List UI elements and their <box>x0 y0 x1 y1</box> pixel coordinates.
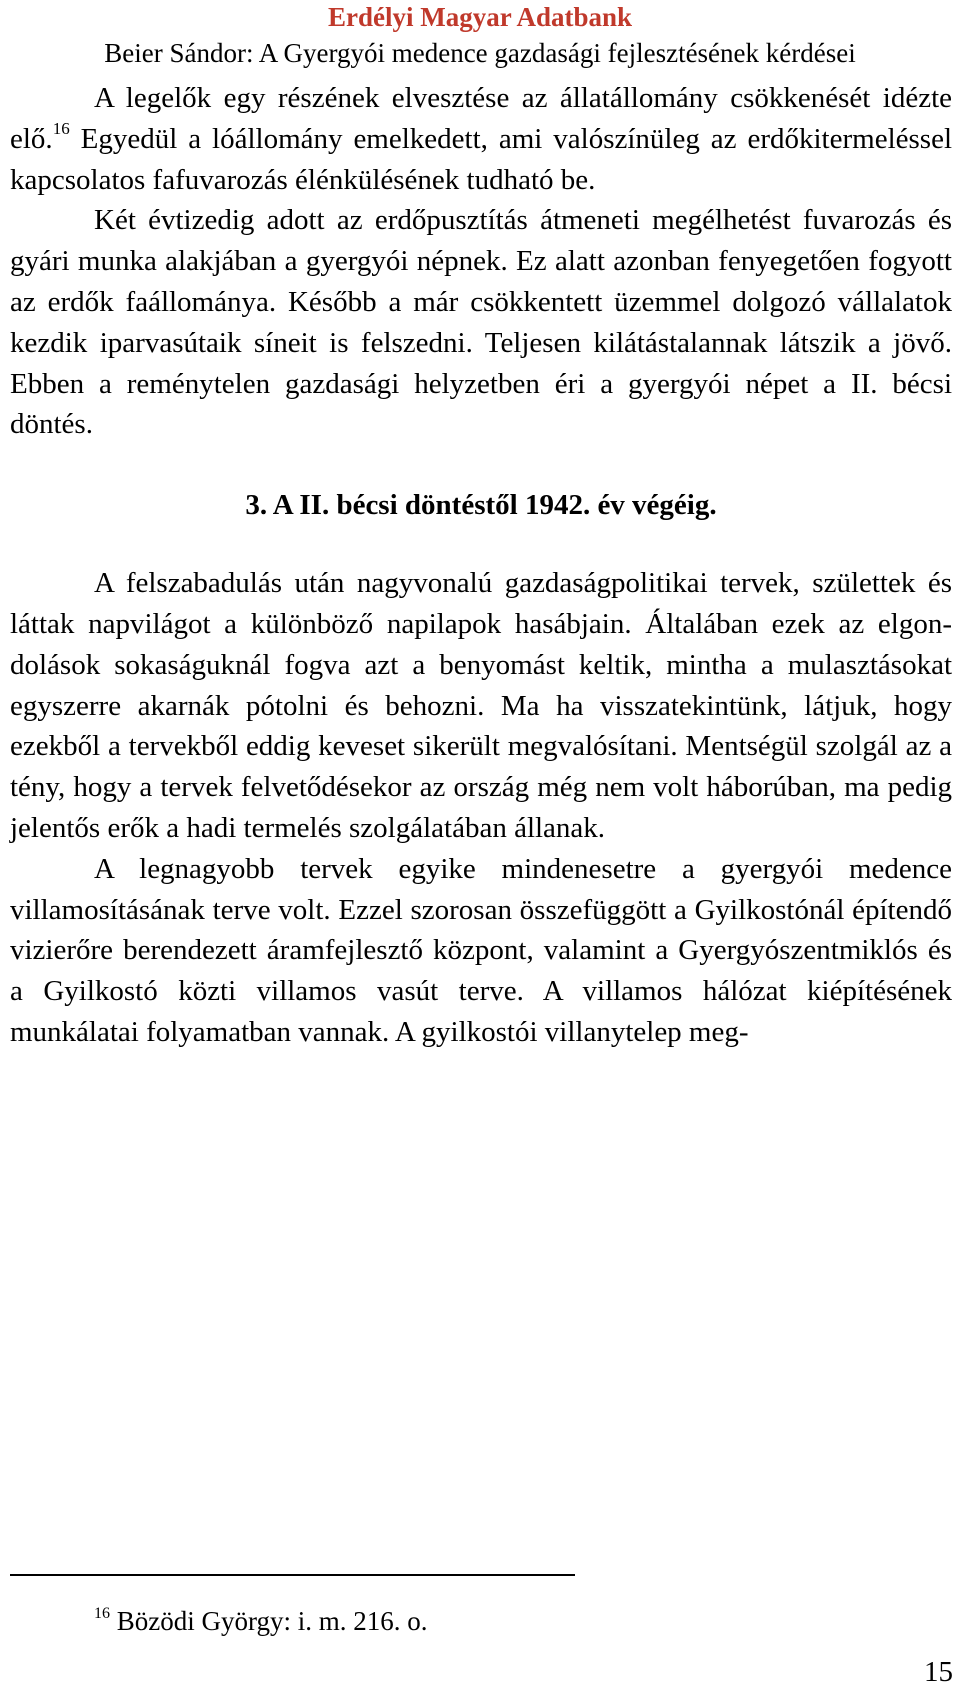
footnote-divider <box>10 1574 575 1576</box>
footnote-number: 16 <box>94 1605 110 1622</box>
page-number: 15 <box>924 1656 953 1688</box>
paragraph-1-text: A legelők egy részének elvesztése az állatállomány csökkenését idézte elő. <box>10 82 952 155</box>
running-header: Beier Sándor: A Gyergyói medence gazdasági fejlesztésének kérdései <box>104 38 856 68</box>
paragraph-1-text-cont: Egyedül a lóállomány emelkedett, ami valószínüleg az erdőkitermeléssel kapcsolatos fafuvarozás élénkülésének tudható be. <box>10 122 952 196</box>
paragraph-4: A legnagyobb tervek egyike mindenesetre a gyergyói medence villamosításának terve volt. Ezzel szorosan összefüggött a Gyilkostónál építendő vizierőre berendezett áramfejlesztő központ, valamint a Gyergyószentmiklós és a Gyilkostó közti villamos vasút terve. A villamos hálózat kiépítésének munkálatai folyamatban vannak. A gyilkostói villanytelep meg- <box>10 852 952 1048</box>
footnote <box>94 1604 428 1638</box>
section-heading: 3. A II. bécsi döntéstől 1942. év végéig. <box>245 489 717 522</box>
footnote-text: Bözödi György: i. m. 216. o. <box>110 1606 428 1636</box>
footnote-reference[interactable]: 16 <box>52 118 70 138</box>
paragraph-3: A felszabadulás után nagyvonalú gazdaságpolitikai tervek, születtek és láttak napvilágot a különböző napilapok hasábjain. Általában ezek az elgondolások sokaságuknál fogva azt a benyomást keltik, mintha a mulasztásokat egyszerre akarnák pótolni és behozni. Ma ha visszatekintünk, látjuk, hogy ezekből a tervekből eddig keveset sikerült megvalósítani. Mentségül szolgál az a tény, hogy a tervek felvetődésekor az ország még nem volt háborúban, ma pedig jelentős erők a hadi termelés szolgálatában állanak. <box>10 567 952 844</box>
paragraph-1 <box>10 78 952 200</box>
paragraph-2: Két évtizedig adott az erdőpusztítás átmeneti megélhetést fuvarozás és gyári munka alakjában a gyergyói népnek. Ez alatt azonban fenyegetően fogyott az erdők faállománya. Később a már csökkentett üzemmel dolgozó vállalatok kezdik iparvasútaik síneit is felszedni. Teljesen kilátástalannak látszik a jövő. Ebben a reménytelen gazdasági helyzetben éri a gyergyói népet a II. bécsi döntés. <box>10 204 952 441</box>
site-title: Erdélyi Magyar Adatbank <box>327 2 633 32</box>
body-text <box>10 78 952 1053</box>
